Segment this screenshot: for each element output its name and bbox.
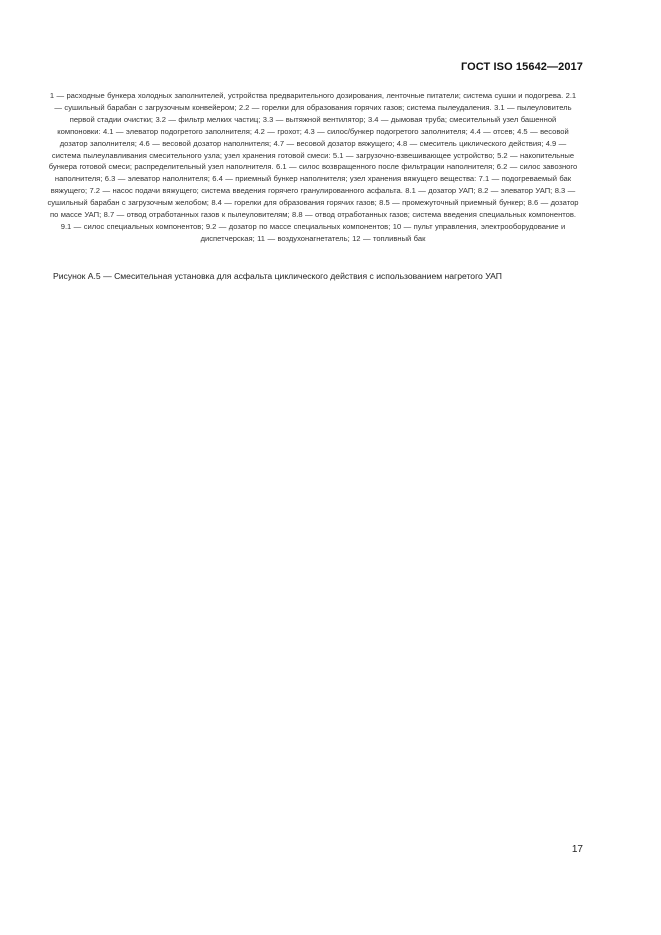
figure-legend: 1 — расходные бункера холодных заполнителей, устройства предварительного дозирования, ленточные питатели; система сушки и подогрева. 2.1 — сушильный барабан с загрузочным конвейером; 2.2 — горелки для образования горячих газов; система пылеудаления. 3.1 — пылеуловитель первой стадии очистки; 3.2 — фильтр мелких частиц; 3.3 — вытяжной вентилятор; 3.4 — дымовая труба; смесительный узел башенной компоновки: 4.1 — элеватор подогретого заполнителя; 4.2 — грохот; 4.3 — силос/бункер подогретого заполнителя; 4.4 — отсев; 4.5 — весовой дозатор заполнителя; 4.6 — весовой дозатор наполнителя; 4.7 — весовой дозатор вяжущего; 4.8 — смеситель циклического действия; 4.9 — система пылеулавливания смесительного узла; узел хранения готовой смеси: 5.1 — загрузочно-взвешивающее устройство; 5.2 — накопительные бункера готовой смеси; распределительный узел наполнителя. 6.1 — силос возвращенного после фильтрации наполнителя; 6.2 — силос завозного наполнителя; 6.3 — элеватор наполнителя; 6.4 — приемный бункер наполнителя; узел хранения вяжущего вещества: 7.1 — подогреваемый бак вяжущего; 7.2 — насос подачи вяжущего; система введения горячего гранулированного асфальта. 8.1 — дозатор УАП; 8.2 — элеватор УАП; 8.3 — сушильный барабан с загрузочным желобом; 8.4 — горелки для образования горячих газов; 8.5 — промежуточный приемный бункер; 8.6 — дозатор по массе УАП; 8.7 — отвод отработанных газов к пылеуловителям; 8.8 — отвод отработанных газов; система введения специальных компонентов. 9.1 — силос специальных компонентов; 9.2 — дозатор по массе специальных компонентов; 10 — пульт управления, электрооборудование и диспетчерская; 11 — воздухонагнетатель; 12 — топливный бак	[47, 91, 579, 243]
document-code-header: ГОСТ ISO 15642—2017	[460, 61, 583, 73]
figure-caption: Рисунок А.5 — Смесительная установка для асфальта циклического действия с использованием нагретого УАП	[53, 271, 502, 281]
page-number: 17	[571, 844, 583, 855]
